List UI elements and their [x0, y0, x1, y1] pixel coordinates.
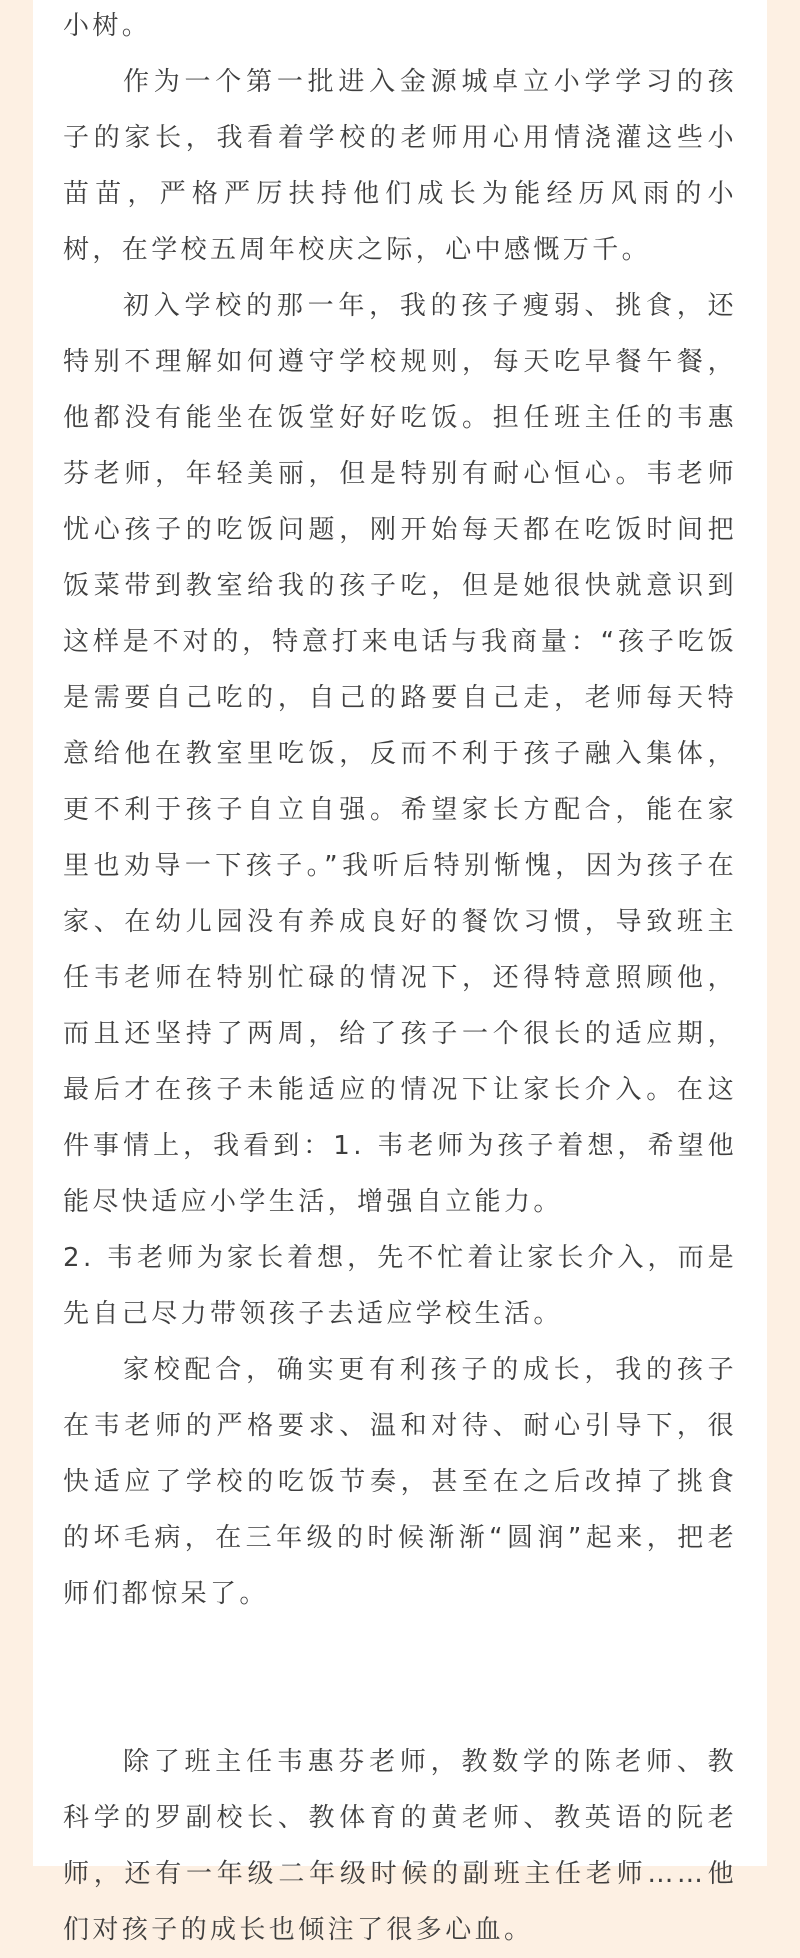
paragraph-intro-continuation: 小树。	[63, 11, 152, 41]
paragraph-home-school-cooperation: 家校配合，确实更有利孩子的成长，我的孩子在韦老师的严格要求、温和对待、耐心引导下，很快适应了学校的吃饭节奏，甚至在之后改掉了挑食的坏毛病，在三年级的时候渐渐“圆润”起来，把老师们都惊呆了。	[63, 1355, 737, 1609]
paragraph-spacer	[63, 1622, 737, 1734]
paragraph-second-point: 2. 韦老师为家长着想，先不忙着让家长介入，而是先自己尽力带领孩子去适应学校生活。	[63, 1243, 737, 1329]
paragraph-first-year-story: 初入学校的那一年，我的孩子瘦弱、挑食，还特别不理解如何遵守学校规则，每天吃早餐午餐，他都没有能坐在饭堂好好吃饭。担任班主任的韦惠芬老师，年轻美丽，但是特别有耐心恒心。韦老师忧心孩子的吃饭问题，刚开始每天都在吃饭时间把饭菜带到教室给我的孩子吃，但是她很快就意识到这样是不对的，特意打来电话与我商量：“孩子吃饭是需要自己吃的，自己的路要自己走，老师每天特意给他在教室里吃饭，反而不利于孩子融入集体，更不利于孩子自立自强。希望家长方配合，能在家里也劝导一下孩子。”我听后特别惭愧，因为孩子在家、在幼儿园没有养成良好的餐饮习惯，导致班主任韦老师在特别忙碌的情况下，还得特意照顾他，而且还坚持了两周，给了孩子一个很长的适应期，最后才在孩子未能适应的情况下让家长介入。在这件事情上，我看到：1. 韦老师为孩子着想，希望他能尽快适应小学生活，增强自立能力。	[63, 291, 737, 1217]
article-body	[63, 0, 737, 1958]
article-card	[33, 0, 767, 1945]
paragraph-parent-reflection: 作为一个第一批进入金源城卓立小学学习的孩子的家长，我看着学校的老师用心用情浇灌这些小苗苗，严格严厉扶持他们成长为能经历风雨的小树，在学校五周年校庆之际，心中感慨万千。	[63, 67, 737, 265]
paragraph-other-teachers: 除了班主任韦惠芬老师，教数学的陈老师、教科学的罗副校长、教体育的黄老师、教英语的阮老师，还有一年级二年级时候的副班主任老师……他们对孩子的成长也倾注了很多心血。	[63, 1747, 737, 1945]
